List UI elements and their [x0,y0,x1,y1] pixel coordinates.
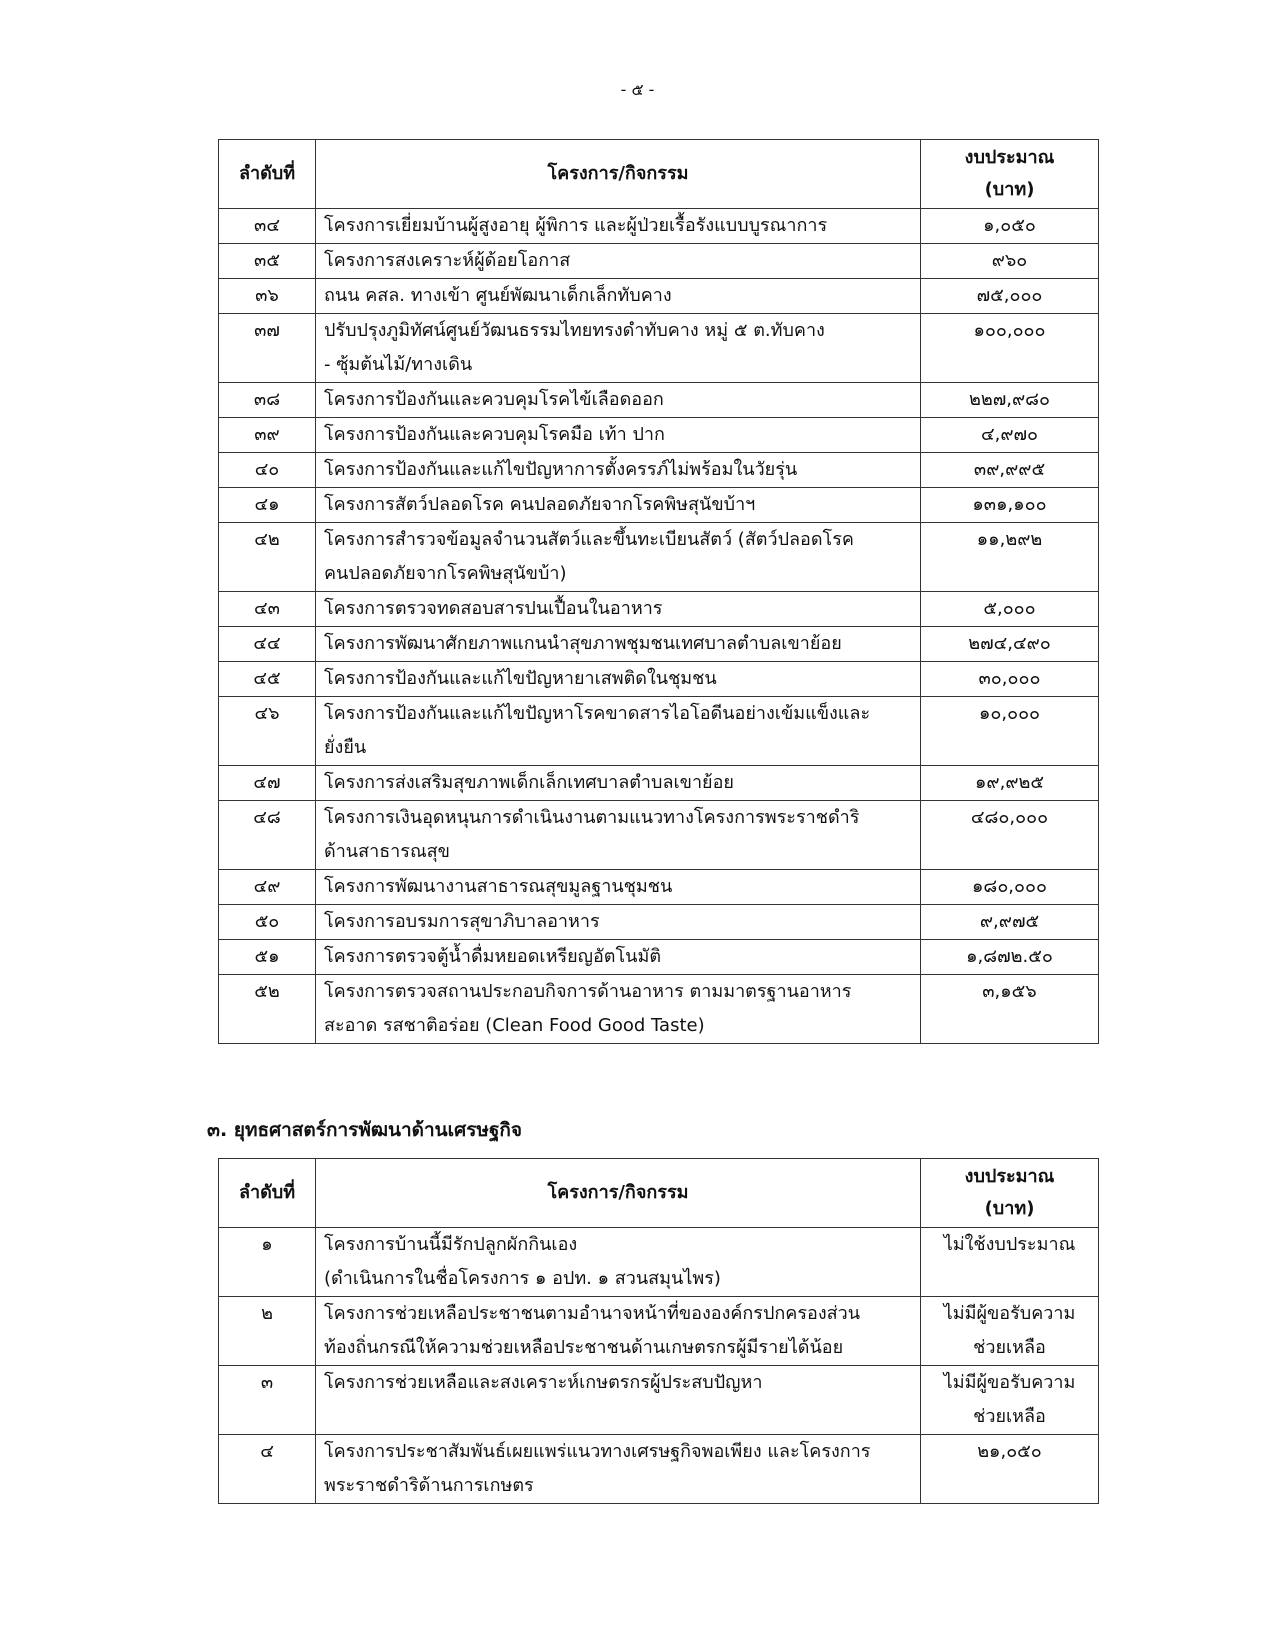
table-row [219,279,1099,314]
table-row [219,314,1099,383]
table-row [219,870,1099,905]
project-name-line: โครงการป้องกันและแก้ไขปัญหาการตั้งครรภ์ไม่พร้อมในวัยรุ่น [324,459,798,480]
row-number: ๔ [219,1435,316,1504]
table-row [219,766,1099,801]
table-row [219,975,1099,1044]
budget-line: ๑๘๐,๐๐๐ [972,876,1047,897]
project-name-line: โครงการพัฒนาศักยภาพแกนนำสุขภาพชุมชนเทศบาลตำบลเขาย้อย [324,633,842,654]
budget-amount [921,870,1099,905]
project-name [316,870,921,905]
row-number: ๔๕ [219,662,316,697]
budget-line: ๓๙,๙๙๕ [973,459,1046,480]
budget-line: ๑๐๐,๐๐๐ [973,320,1046,341]
budget-line: ๔๘๐,๐๐๐ [970,807,1049,828]
budget-amount [921,627,1099,662]
row-number: ๔๙ [219,870,316,905]
table-row [219,627,1099,662]
table-row [219,209,1099,244]
table-row [219,453,1099,488]
header-budget-line2: (บาท) [984,179,1035,200]
project-name-line: โครงการป้องกันและควบคุมโรคไข้เลือดออก [324,389,664,410]
table-row [219,662,1099,697]
row-number: ๕๒ [219,975,316,1044]
project-name [316,1228,921,1297]
row-number: ๓๘ [219,383,316,418]
table-body [219,1228,1099,1504]
budget-line: ช่วยเหลือ [973,1406,1046,1427]
budget-amount [921,314,1099,383]
project-name [316,523,921,592]
project-name-line: พระราชดำริด้านการเกษตร [324,1475,534,1496]
project-name-line: ยั่งยืน [324,737,367,758]
row-number: ๓๔ [219,209,316,244]
row-number: ๓๗ [219,314,316,383]
budget-line: ๒๒๗,๙๘๐ [968,389,1051,410]
table-row [219,697,1099,766]
project-name [316,697,921,766]
budget-line: ไม่ใช้งบประมาณ [943,1234,1076,1255]
budget-amount [921,488,1099,523]
project-name-line: โครงการพัฒนางานสาธารณสุขมูลฐานชุมชน [324,876,673,897]
budget-amount [921,697,1099,766]
project-name-line: โครงการอบรมการสุขาภิบาลอาหาร [324,911,600,932]
header-budget [921,140,1099,209]
project-name [316,383,921,418]
project-name [316,975,921,1044]
project-name-line: โครงการสำรวจข้อมูลจำนวนสัตว์และขึ้นทะเบียนสัตว์ (สัตว์ปลอดโรค [324,529,854,550]
budget-line: ๑๐,๐๐๐ [978,703,1041,724]
header-project: โครงการ/กิจกรรม [316,140,921,209]
row-number: ๔๓ [219,592,316,627]
project-name-line: สะอาด รสชาติอร่อย (Clean Food Good Taste) [324,1015,705,1036]
budget-amount [921,905,1099,940]
table-row [219,1228,1099,1297]
health-projects-table [218,139,1099,1044]
budget-line: ไม่มีผู้ขอรับความ [943,1372,1076,1393]
table-row [219,523,1099,592]
header-budget [921,1159,1099,1228]
row-number: ๔๔ [219,627,316,662]
table-row [219,244,1099,279]
project-name-line: โครงการประชาสัมพันธ์เผยแพร่แนวทางเศรษฐกิจพอเพียง และโครงการ [324,1441,871,1462]
table-row [219,1435,1099,1504]
row-number: ๔๑ [219,488,316,523]
project-name [316,801,921,870]
row-number: ๔๒ [219,523,316,592]
project-name-line: โครงการตรวจทดสอบสารปนเปื้อนในอาหาร [324,598,663,619]
table-row [219,1366,1099,1435]
row-number: ๓๕ [219,244,316,279]
project-name-line: โครงการป้องกันและแก้ไขปัญหายาเสพติดในชุมชน [324,668,717,689]
budget-line: ๔,๙๗๐ [980,424,1039,445]
project-name [316,766,921,801]
project-name-line: ถนน คสล. ทางเข้า ศูนย์พัฒนาเด็กเล็กทับคาง [324,285,672,306]
row-number: ๔๘ [219,801,316,870]
budget-line: ๑๓๑,๑๐๐ [972,494,1047,515]
project-name [316,1435,921,1504]
project-name-line: โครงการส่งเสริมสุขภาพเด็กเล็กเทศบาลตำบลเขาย้อย [324,772,734,793]
project-name [316,905,921,940]
project-name [316,592,921,627]
row-number: ๔๖ [219,697,316,766]
budget-line: ไม่มีผู้ขอรับความ [943,1303,1076,1324]
row-number: ๕๑ [219,940,316,975]
project-name-line: โครงการช่วยเหลือประชาชนตามอำนาจหน้าที่ขององค์กรปกครองส่วน [324,1303,861,1324]
budget-line: ๑,๐๕๐ [983,215,1036,236]
budget-amount [921,279,1099,314]
budget-amount [921,453,1099,488]
project-name [316,488,921,523]
project-name-line: ท้องถิ่นกรณีให้ความช่วยเหลือประชาชนด้านเกษตรกรผู้มีรายได้น้อย [324,1337,844,1358]
budget-line: ๒๗๔,๔๙๐ [968,633,1051,654]
header-no: ลำดับที่ [219,140,316,209]
project-name [316,662,921,697]
budget-amount [921,801,1099,870]
table-row [219,940,1099,975]
table-row [219,801,1099,870]
budget-amount [921,940,1099,975]
row-number: ๓ [219,1366,316,1435]
project-name-line: โครงการสงเคราะห์ผู้ด้อยโอกาส [324,250,571,271]
row-number: ๓๖ [219,279,316,314]
project-name-line: (ดำเนินการในชื่อโครงการ ๑ อปท. ๑ สวนสมุนไพร) [324,1268,721,1289]
project-name [316,940,921,975]
project-name-line: โครงการช่วยเหลือและสงเคราะห์เกษตรกรผู้ประสบปัญหา [324,1372,763,1393]
budget-amount [921,1435,1099,1504]
table-row [219,905,1099,940]
budget-amount [921,244,1099,279]
project-name-line: โครงการป้องกันและแก้ไขปัญหาโรคขาดสารไอโอดีนอย่างเข้มแข็งและ [324,703,871,724]
page-number: - ๕ - [620,80,655,99]
project-name-line: โครงการป้องกันและควบคุมโรคมือ เท้า ปาก [324,424,665,445]
budget-amount [921,975,1099,1044]
budget-line: ๑,๘๗๒.๕๐ [966,946,1053,967]
section-title: ๓. ยุทธศาสตร์การพัฒนาด้านเศรษฐกิจ [207,1119,523,1141]
project-name [316,453,921,488]
table-header-row [219,140,1099,209]
row-number: ๓๙ [219,418,316,453]
budget-amount [921,523,1099,592]
budget-amount [921,1297,1099,1366]
table-header-row [219,1159,1099,1228]
budget-amount [921,662,1099,697]
budget-amount [921,383,1099,418]
project-name-line: โครงการบ้านนี้มีรักปลูกผักกินเอง [324,1234,578,1255]
budget-line: ๙๖๐ [991,250,1028,271]
project-name-line: โครงการสัตว์ปลอดโรค คนปลอดภัยจากโรคพิษสุนัขบ้าฯ [324,494,756,515]
table-row [219,488,1099,523]
header-budget-line1: งบประมาณ [964,147,1055,168]
budget-amount [921,418,1099,453]
budget-line: ๑๑,๒๙๒ [976,529,1043,550]
project-name-line: โครงการเงินอุดหนุนการดำเนินงานตามแนวทางโครงการพระราชดำริ [324,807,860,828]
budget-line: ๕,๐๐๐ [983,598,1036,619]
project-name-line: ด้านสาธารณสุข [324,841,450,862]
budget-amount [921,209,1099,244]
project-name [316,627,921,662]
project-name [316,1297,921,1366]
header-project: โครงการ/กิจกรรม [316,1159,921,1228]
budget-line: ๗๕,๐๐๐ [976,285,1043,306]
budget-line: ๒๑,๐๕๐ [977,1441,1042,1462]
row-number: ๒ [219,1297,316,1366]
economy-projects-table [218,1158,1099,1504]
table-body [219,209,1099,1044]
table-row [219,418,1099,453]
project-name-line: โครงการตรวจสถานประกอบกิจการด้านอาหาร ตามมาตรฐานอาหาร [324,981,852,1002]
row-number: ๕๐ [219,905,316,940]
header-budget-line2: (บาท) [984,1198,1035,1219]
budget-line: ๓,๑๕๖ [982,981,1037,1002]
project-name [316,209,921,244]
budget-amount [921,592,1099,627]
project-name [316,244,921,279]
project-name [316,418,921,453]
budget-line: ๑๙,๙๒๕ [974,772,1044,793]
budget-amount [921,1366,1099,1435]
project-name-line: โครงการเยี่ยมบ้านผู้สูงอายุ ผู้พิการ และผู้ป่วยเรื้อรังแบบบูรณาการ [324,215,828,236]
budget-amount [921,1228,1099,1297]
header-no: ลำดับที่ [219,1159,316,1228]
budget-line: ๙,๙๗๕ [979,911,1040,932]
table-row [219,592,1099,627]
project-name-line: ปรับปรุงภูมิทัศน์ศูนย์วัฒนธรรมไทยทรงดำทับคาง หมู่ ๕ ต.ทับคาง [324,320,825,341]
row-number: ๔๗ [219,766,316,801]
header-budget-line1: งบประมาณ [964,1166,1055,1187]
budget-line: ช่วยเหลือ [973,1337,1046,1358]
table-row [219,1297,1099,1366]
row-number: ๔๐ [219,453,316,488]
project-name [316,279,921,314]
project-name [316,1366,921,1435]
budget-line: ๓๐,๐๐๐ [978,668,1041,689]
table-row [219,383,1099,418]
project-name-line: โครงการตรวจตู้น้ำดื่มหยอดเหรียญอัตโนมัติ [324,946,662,967]
budget-amount [921,766,1099,801]
project-name-line: - ซุ้มต้นไม้/ทางเดิน [324,354,473,375]
project-name [316,314,921,383]
project-name-line: คนปลอดภัยจากโรคพิษสุนัขบ้า) [324,563,567,584]
row-number: ๑ [219,1228,316,1297]
